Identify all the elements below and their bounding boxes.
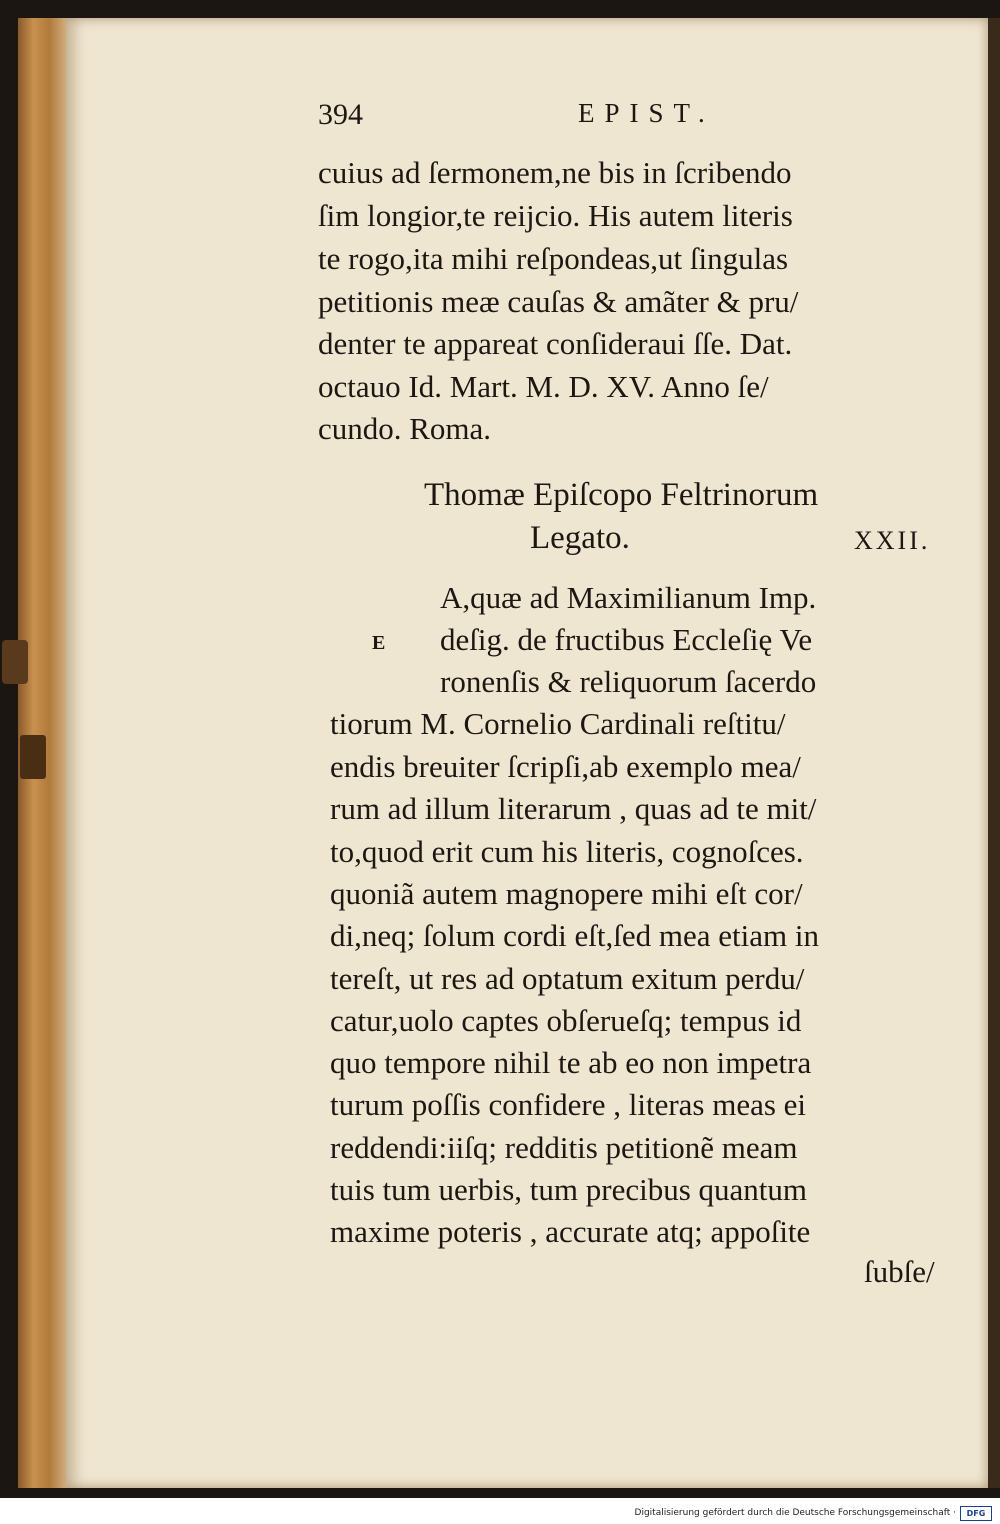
text-line: reddendi:iiſq; redditis petitionẽ meam — [330, 1130, 798, 1165]
text-line: deſig. de fructibus Eccleſię Ve — [440, 622, 813, 657]
catchword: ſubſe/ — [864, 1254, 935, 1289]
binding-clasp — [20, 735, 46, 779]
text-line: tiorum M. Cornelio Cardinali reſtitu/ — [330, 706, 786, 741]
text-line: A,quæ ad Maximilianum Imp. — [440, 580, 817, 615]
text-line: tuis tum uerbis, tum precibus quantum — [330, 1172, 808, 1207]
dfg-logo: DFG — [960, 1506, 992, 1521]
folio-number: 394 — [318, 98, 363, 131]
text-line: ſim longior,te reijcio. His autem literis — [318, 198, 793, 233]
text-line: tereſt, ut res ad optatum exitum perdu/ — [330, 961, 805, 996]
page-edge — [988, 18, 1000, 1488]
text-line: quoniã autem magnopere mihi eſt cor/ — [330, 876, 803, 911]
letter-heading-recipient: Legato. — [530, 520, 630, 556]
letter-heading: Thomæ Epiſcopo Feltrinorum — [424, 477, 819, 513]
text-line: turum poſſis confidere , literas meas ei — [330, 1087, 807, 1122]
text-line: maxime poteris , accurate atq; appoſite — [330, 1214, 811, 1249]
text-line: rum ad illum literarum , quas ad te mit/ — [330, 791, 817, 826]
text-line: quo tempore nihil te ab eo non impetra — [330, 1045, 812, 1080]
text-line: catur,uolo captes obſerueſq; tempus id — [330, 1003, 802, 1038]
text-line: petitionis meæ cauſas & amãter & pru/ — [318, 284, 799, 319]
binding-clasp — [2, 640, 28, 684]
letter-number: XXII. — [854, 526, 931, 555]
margin-signature: E — [372, 632, 386, 654]
running-head: EPIST. — [578, 98, 715, 128]
text-line: te rogo,ita mihi reſpondeas,ut ſingulas — [318, 241, 789, 276]
text-line: octauo Id. Mart. M. D. XV. Anno ſe/ — [318, 369, 769, 404]
text-line: cuius ad ſermonem,ne bis in ſcribendo — [318, 155, 792, 190]
text-line: cundo. Roma. — [318, 411, 492, 446]
text-line: to,quod erit cum his literis, cognoſces. — [330, 834, 804, 869]
text-line: endis breuiter ſcripſi,ab exemplo mea/ — [330, 749, 801, 784]
funding-credit: Digitalisierung gefördert durch die Deutsche Forschungsgemeinschaft · — [634, 1508, 956, 1518]
text-line: denter te appareat conſideraui ſſe. Dat. — [318, 326, 793, 361]
text-line: di,neq; ſolum cordi eſt,ſed mea etiam in — [330, 918, 819, 953]
text-line: ronenſis & reliquorum ſacerdo — [440, 664, 817, 699]
